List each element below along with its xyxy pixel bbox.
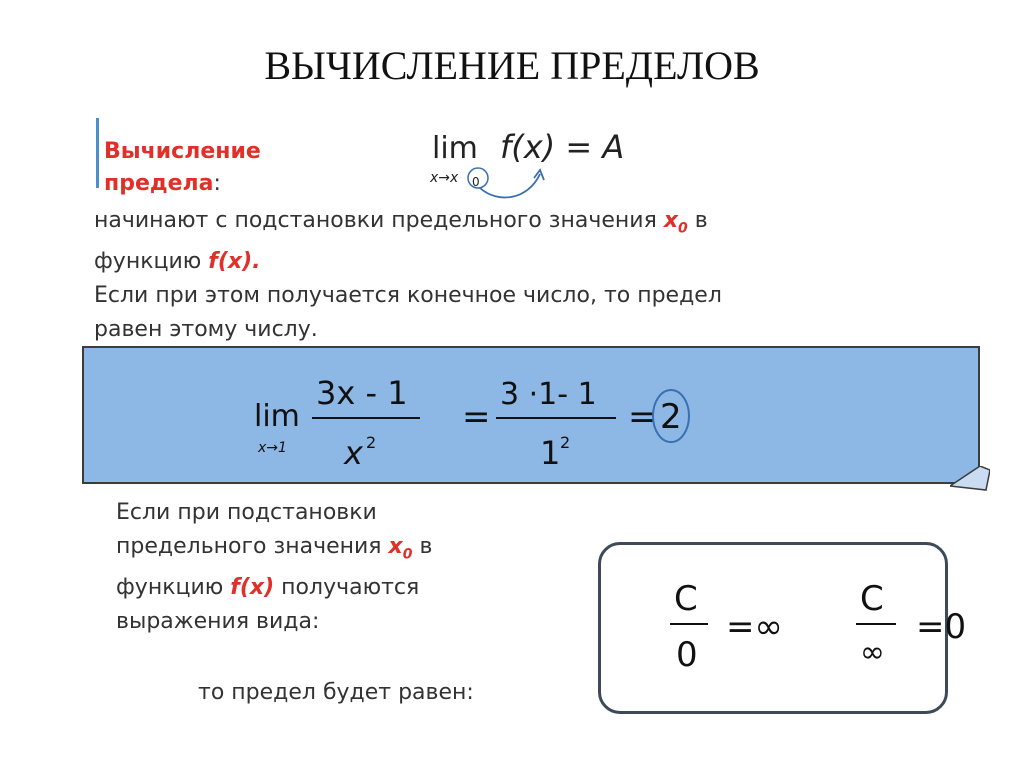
example-sub-numerator: 3 ·1- 1 (500, 377, 597, 412)
rule2-line4: выражения вида: (116, 609, 320, 635)
example-denominator-exp: 2 (366, 433, 377, 452)
case1-result: =∞ (726, 607, 783, 647)
rule1-line3: Если при этом получается конечное число, то предел (94, 283, 722, 309)
example-sub: x→1 (258, 440, 287, 456)
rule1-text: начинают с подстановки предельного значения $x_0$ в функцию f(x). Если при этом получается конечное число, то предел равен этому числу. (94, 204, 894, 347)
definition-expr: f(x) = A (500, 128, 625, 166)
case2-denominator: ∞ (860, 635, 885, 670)
example-denominator: x (344, 434, 363, 472)
rule2-line1: Если при подстановки (116, 500, 377, 525)
example-equals-2: = (628, 397, 657, 437)
rule2-line2: предельного значения (116, 534, 389, 559)
rule2-text: Если при подстановки предельного значения $x_0$ в функцию f(x) получаются выражения вида: (116, 496, 576, 639)
substitution-arrow (480, 174, 540, 197)
case2-result: =0 (916, 607, 967, 647)
rule1-x0: $x_0$ (663, 208, 688, 237)
example-sub-denominator-exp: 2 (560, 433, 571, 452)
example-sub-denominator: 1 (540, 434, 561, 472)
rule1-fx: f(x). (208, 249, 261, 275)
case2-numerator: C (860, 579, 884, 619)
rule1-line2: функцию (94, 249, 209, 275)
example-equals-1: = (462, 397, 491, 437)
rule1-line4: равен этому числу. (94, 317, 318, 343)
case1-denominator: 0 (676, 635, 698, 675)
heading-line2: предела (104, 171, 214, 196)
example-formula (250, 360, 710, 478)
rule2-x0: $x_0$ (388, 534, 413, 563)
definition-subscript-index: 0 (472, 175, 480, 189)
case1-numerator: C (674, 579, 698, 619)
rule2-line5: то предел будет равен: (198, 680, 474, 705)
page-title: ВЫЧИСЛЕНИЕ ПРЕДЕЛОВ (264, 43, 760, 88)
heading-line1: Вычисление (104, 139, 261, 164)
limit-definition-formula (428, 126, 688, 206)
example-numerator: 3x - 1 (316, 374, 408, 412)
definition-lim: lim (432, 131, 478, 166)
section-heading (104, 136, 261, 200)
page-curl-icon (950, 466, 990, 494)
accent-bar (96, 118, 99, 188)
heading-colon: : (213, 171, 221, 196)
example-lim: lim (254, 399, 300, 434)
example-result: 2 (660, 397, 682, 437)
definition-subscript: x→x (430, 170, 459, 186)
rule2-line3: функцию (116, 575, 231, 601)
rule2-fx: f(x) (230, 575, 275, 601)
cases-formulas (660, 570, 990, 690)
rule1-line1: начинают с подстановки предельного значения (94, 208, 664, 233)
